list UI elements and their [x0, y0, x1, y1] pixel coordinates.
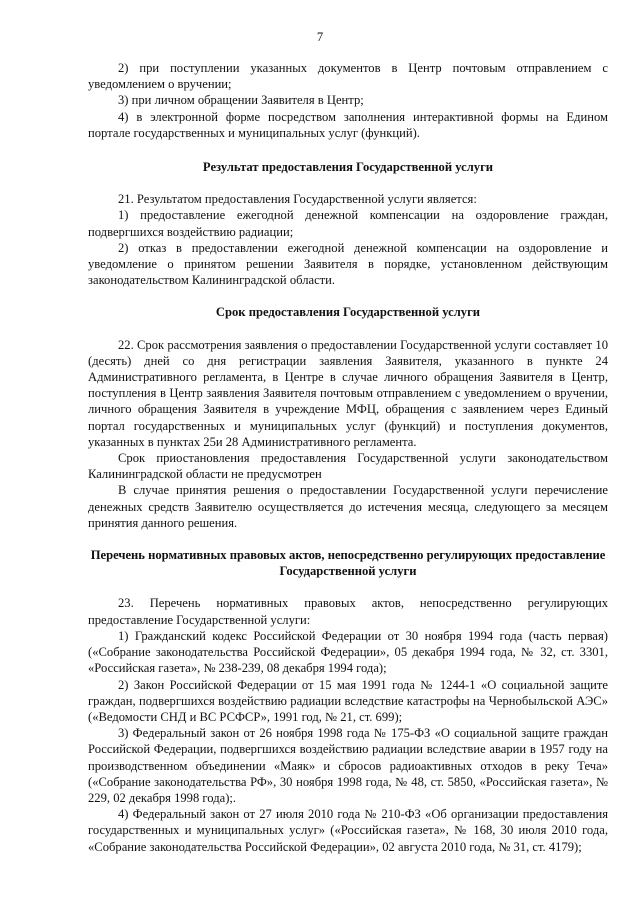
paragraph-22-suspension: Срок приостановления предоставления Государственной услуги законодательством Калининградской области не предусмотрен: [88, 451, 608, 482]
paragraph-21: 21. Результатом предоставления Государственной услуги является:: [118, 192, 477, 207]
paragraph-delivery-portal: 4) в электронной форме посредством заполнения интерактивной формы на Едином портале государственных и муниципальных услуг (функций).: [88, 109, 608, 140]
paragraph-delivery-personal: 3) при личном обращении Заявителя в Центр;: [118, 93, 364, 108]
paragraph-22: 22. Срок рассмотрения заявления о предоставлении Государственной услуги составляет 10 (десять) дней со дня регистрации заявления Заявителя, указанного в пункте 24 Административного регламента, в Центре в случае личного обращения Заявителя в Центр, поступления в Центр заявления Заявителя почтовым отправлением с уведомлением о вручении, личного обращения Заявителя в учреждение МФЦ, обращения с заявлением через Единый портал государственных и муниципальных услуг (функций) и поступления документов, указанных в пунктах 25и 28 Административного регламента.: [88, 337, 608, 449]
paragraph-21-item-1: 1) предоставление ежегодной денежной компенсации на оздоровление граждан, подвергшихся воздействию радиации;: [88, 208, 608, 239]
paragraph-23: 23. Перечень нормативных правовых актов, непосредственно регулирующих предоставление Государственной услуги:: [88, 596, 608, 627]
paragraph-23-item-2: 2) Закон Российской Федерации от 15 мая 1991 года № 1244-1 «О социальной защите граждан, подвергшихся воздействию радиации вследствие катастрофы на Чернобыльской АЭС» («Ведомости СНД и ВС РСФСР», 1991 год, № 21, ст. 699);: [88, 677, 608, 724]
section-heading-result: Результат предоставления Государственной услуги: [202, 160, 494, 175]
section-heading-term: Срок предоставления Государственной услуги: [215, 305, 481, 320]
paragraph-23-item-3: 3) Федеральный закон от 26 ноября 1998 года № 175-ФЗ «О социальной защите граждан Российской Федерации, подвергшихся воздействию радиации вследствие аварии в 1957 году на производственном объединении «Маяк» и сбросов радиоактивных отходов в реку Теча» («Собрание законодательства РФ», 30 ноября 1998 года, № 48, ст. 5850, «Российская газета», № 229, 02 декабря 1998 года);.: [88, 726, 608, 805]
document-body: [88, 60, 608, 855]
page-number: 7: [316, 30, 324, 44]
section-heading-legal-acts: Перечень нормативных правовых актов, непосредственно регулирующих предоставление Государственной услуги: [90, 548, 606, 579]
paragraph-21-item-2: 2) отказ в предоставлении ежегодной денежной компенсации на оздоровление и уведомление о принятом решении Заявителя в порядке, установленном действующим законодательством Калининградской области.: [88, 240, 608, 288]
paragraph-22-payment: В случае принятия решения о предоставлении Государственной услуги перечисление денежных средств Заявителю осуществляется до истечения месяца, следующего за месяцем принятия данного решения.: [88, 483, 608, 530]
paragraph-delivery-mail: 2) при поступлении указанных документов в Центр почтовым отправлением с уведомлением о вручении;: [88, 61, 608, 92]
paragraph-23-item-4: 4) Федеральный закон от 27 июля 2010 года № 210-ФЗ «Об организации предоставления государственных и муниципальных услуг» («Российская газета», № 168, 30 июля 2010 года, «Собрание законодательства Российской Федерации», 02 августа 2010 года, № 31, ст. 4179);: [88, 807, 608, 854]
paragraph-23-item-1: 1) Гражданский кодекс Российской Федерации от 30 ноября 1994 года (часть первая) («Собрание законодательства Российской Федерации», 05 декабря 1994 года, № 32, ст. 3301, «Российская газета», № 238-239, 08 декабря 1994 года);: [88, 628, 608, 676]
